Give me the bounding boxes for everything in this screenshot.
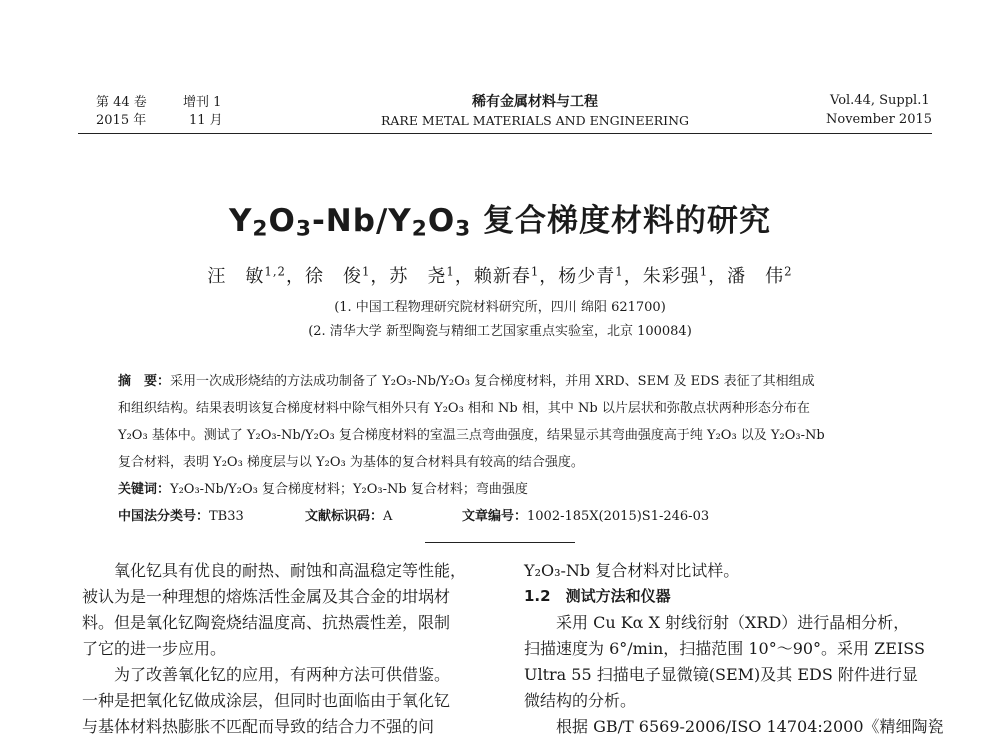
classification-doc: 文献标识码：A	[305, 509, 393, 524]
header-volume: 第 44 卷	[96, 95, 147, 110]
journal-title-en: RARE METAL MATERIALS AND ENGINEERING	[380, 113, 690, 128]
abstract-divider	[425, 542, 575, 543]
header-date-right: November 2015	[826, 112, 933, 127]
right-col-line-4: Ultra 55 扫描电子显微镜(SEM)及其 EDS 附件进行显	[524, 665, 918, 684]
journal-title-cn: 稀有金属材料与工程	[472, 94, 598, 110]
left-col-line-5: 为了改善氧化钇的应用，有两种方法可供借鉴。	[82, 665, 451, 684]
abstract-line-2: 和组织结构。结果表明该复合梯度材料中除气相外只有 Y₂O₃ 相和 Nb 相，其中 Nb 以片层状和弥散点状两种形态分布在	[118, 401, 810, 416]
section-heading-1-2: 1.2 测试方法和仪器	[524, 587, 671, 605]
right-col-line-5: 微结构的分析。	[524, 691, 637, 710]
header-month: 11 月	[189, 113, 223, 128]
header-issue: 增刊 1	[183, 95, 222, 110]
left-col-line-1: 氧化钇具有优良的耐热、耐蚀和高温稳定等性能，	[82, 561, 467, 580]
abstract-label: 摘 要：	[118, 374, 171, 389]
classification-clc: 中国法分类号：TB33	[118, 509, 244, 524]
right-col-line-2: 采用 Cu Kα X 射线衍射（XRD）进行晶相分析，	[524, 613, 910, 632]
right-col-line-6: 根据 GB/T 6569-2006/ISO 14704:2000《精细陶瓷	[524, 717, 944, 736]
left-col-line-4: 了它的进一步应用。	[82, 639, 227, 658]
header-rule	[78, 133, 932, 134]
left-col-line-3: 料。但是氧化钇陶瓷烧结温度高、抗热震性差，限制	[82, 613, 451, 632]
classification-article: 文章编号：1002-185X(2015)S1-246-03	[462, 509, 710, 524]
header-vol-right: Vol.44, Suppl.1	[830, 93, 930, 108]
affiliation-1: (1. 中国工程物理研究院材料研究所，四川 绵阳 621700)	[334, 300, 666, 315]
abstract-line-3: Y₂O₃ 基体中。测试了 Y₂O₃-Nb/Y₂O₃ 复合梯度材料的室温三点弯曲强度，结果显示其弯曲强度高于纯 Y₂O₃ 以及 Y₂O₃-Nb	[118, 428, 825, 443]
paper-title: $Y_2O_3-Nb/Y_2O_3$ 复合梯度材料的研究	[228, 203, 772, 242]
affiliation-2: (2. 清华大学 新型陶瓷与精细工艺国家重点实验室，北京 100084)	[308, 324, 692, 339]
left-col-line-2: 被认为是一种理想的熔炼活性金属及其合金的坩埚材	[82, 587, 451, 606]
author-list: 汪 敏$^{1,2}$，徐 俊$^1$，苏 尧$^1$，赖新春$^1$，杨少青$^1$，朱彩强$^1$，潘 伟$^2$	[207, 264, 793, 287]
abstract-line-4: 复合材料，表明 Y₂O₃ 梯度层与以 Y₂O₃ 为基体的复合材料具有较高的结合强度。	[118, 455, 584, 470]
keywords: 关键词：Y₂O₃-Nb/Y₂O₃ 复合梯度材料；Y₂O₃-Nb 复合材料；弯曲强度	[118, 482, 528, 497]
abstract-line-1: 摘 要：采用一次成形烧结的方法成功制备了 Y₂O₃-Nb/Y₂O₃ 复合梯度材料，并用 XRD、SEM 及 EDS 表征了其相组成	[118, 374, 815, 389]
keywords-label: 关键词：	[118, 482, 171, 497]
left-col-line-7: 与基体材料热膨胀不匹配而导致的结合力不强的问	[82, 717, 435, 736]
left-col-line-6: 一种是把氧化钇做成涂层，但同时也面临由于氧化钇	[82, 691, 451, 710]
right-col-line-1: Y₂O₃-Nb 复合材料对比试样。	[524, 561, 740, 580]
header-year: 2015 年	[96, 113, 147, 128]
right-col-line-3: 扫描速度为 6°/min，扫描范围 10°～90°。采用 ZEISS	[524, 639, 925, 658]
